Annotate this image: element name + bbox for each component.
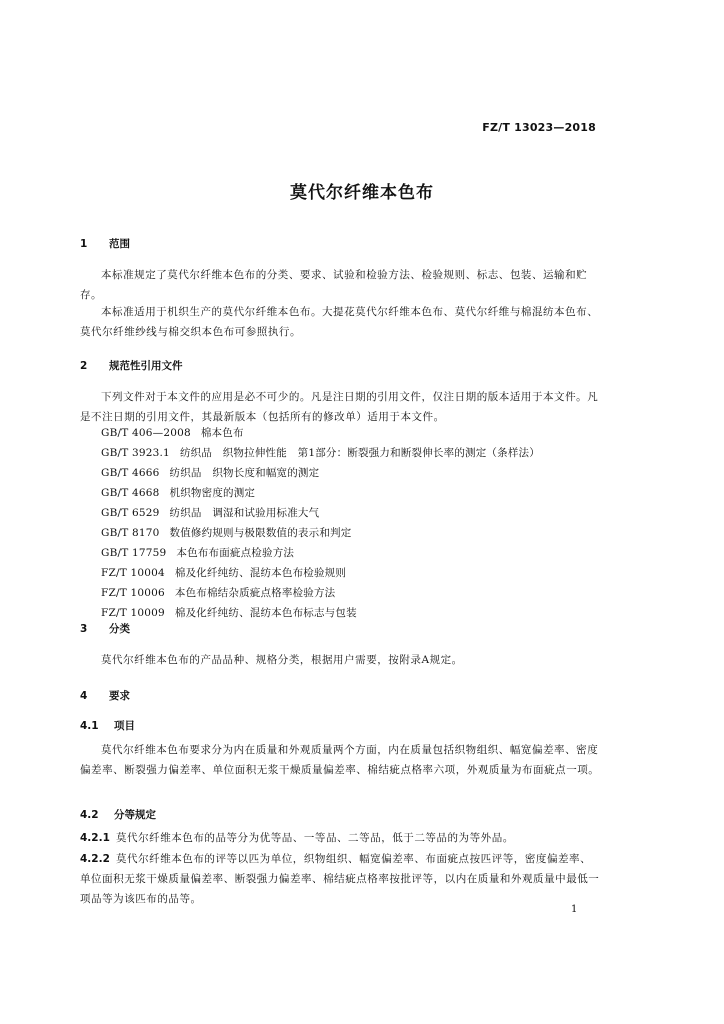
section-title: 分等规定 [114, 809, 156, 821]
reference-code: GB/T 6529 [101, 507, 160, 519]
clause-number: 4.2.1 [80, 832, 110, 844]
reference-title: 本色布布面疵点检验方法 [176, 547, 295, 559]
reference-code: FZ/T 10006 [101, 587, 165, 599]
reference-item [101, 565, 346, 580]
section-3-heading [80, 621, 130, 636]
reference-title: 纺织品 织物拉伸性能 第1部分：断裂强力和断裂伸长率的测定（条样法） [179, 447, 540, 459]
reference-item [101, 585, 335, 600]
reference-code: GB/T 17759 [101, 547, 167, 559]
section-4-1-heading [80, 718, 135, 733]
section-number: 4.2 [80, 809, 99, 821]
clause-text: 莫代尔纤维本色布的品等分为优等品、一等品、二等品，低于二等品的为等外品。 [116, 832, 514, 844]
reference-item [101, 445, 540, 460]
reference-code: GB/T 406—2008 [101, 427, 191, 439]
reference-title: 棉本色布 [200, 427, 244, 439]
clause-4-2-2 [80, 849, 602, 909]
standard-number: FZ/T 13023—2018 [482, 121, 596, 134]
reference-item [101, 525, 351, 540]
section-number: 2 [80, 360, 88, 372]
section-number: 1 [80, 238, 88, 250]
section-1-paragraph-1: 本标准规定了莫代尔纤维本色布的分类、要求、试验和检验方法、检验规则、标志、包装、运输和贮存。 [80, 269, 588, 301]
reference-code: GB/T 8170 [101, 527, 160, 539]
section-4-1-paragraph: 莫代尔纤维本色布要求分为内在质量和外观质量两个方面，内在质量包括织物组织、幅宽偏差率、密度偏差率、断裂强力偏差率、单位面积无浆干燥质量偏差率、棉结疵点格率六项，外观质量为布面疵点一项。 [80, 744, 600, 776]
section-4-2-heading [80, 807, 156, 822]
reference-title: 棉及化纤纯纺、混纺本色布检验规则 [174, 567, 347, 579]
reference-title: 棉及化纤纯纺、混纺本色布标志与包装 [174, 607, 357, 619]
reference-item [101, 545, 294, 560]
clause-4-2-1 [80, 828, 602, 848]
reference-title: 纺织品 织物长度和幅宽的测定 [169, 467, 320, 479]
page-number: 1 [571, 904, 578, 915]
section-title: 要求 [109, 690, 130, 702]
reference-title: 纺织品 调湿和试验用标准大气 [169, 507, 320, 519]
section-title: 分类 [109, 623, 130, 635]
section-2-intro: 下列文件对于本文件的应用是必不可少的。凡是注日期的引用文件，仅注日期的版本适用于本文件。凡是不注日期的引用文件，其最新版本（包括所有的修改单）适用于本文件。 [80, 391, 599, 423]
document-title: 莫代尔纤维本色布 [290, 183, 434, 203]
reference-code: GB/T 3923.1 [101, 447, 170, 459]
reference-code: FZ/T 10004 [101, 567, 165, 579]
reference-item [101, 485, 255, 500]
section-number: 4.1 [80, 720, 99, 732]
section-title: 项目 [114, 720, 135, 732]
clause-text: 莫代尔纤维本色布的评等以匹为单位，织物组织、幅宽偏差率、布面疵点按匹评等，密度偏差率、单位面积无浆干燥质量偏差率、断裂强力偏差率、棉结疵点格率按批评等，以内在质量和外观质量中最低一项品等为该匹布的品等。 [80, 853, 600, 905]
reference-title: 机织物密度的测定 [169, 487, 256, 499]
clause-number: 4.2.2 [80, 853, 110, 865]
section-1-paragraph-2: 本标准适用于机织生产的莫代尔纤维本色布。大提花莫代尔纤维本色布、莫代尔纤维与棉混纺本色布、莫代尔纤维纱线与棉交织本色布可参照执行。 [80, 306, 599, 338]
reference-item [101, 605, 357, 620]
section-2-heading [80, 358, 183, 373]
section-title: 规范性引用文件 [109, 360, 183, 372]
reference-title: 本色布棉结杂质疵点格率检验方法 [174, 587, 336, 599]
reference-item [101, 505, 319, 520]
reference-item [101, 425, 244, 440]
reference-code: GB/T 4668 [101, 487, 160, 499]
section-title: 范围 [109, 238, 130, 250]
reference-code: GB/T 4666 [101, 467, 160, 479]
section-4-heading [80, 688, 130, 703]
section-number: 3 [80, 623, 88, 635]
section-3-paragraph: 莫代尔纤维本色布的产品品种、规格分类，根据用户需要，按附录A规定。 [101, 654, 463, 666]
reference-item [101, 465, 319, 480]
section-number: 4 [80, 690, 88, 702]
section-1-heading [80, 236, 130, 251]
reference-title: 数值修约规则与极限数值的表示和判定 [169, 527, 352, 539]
reference-code: FZ/T 10009 [101, 607, 165, 619]
